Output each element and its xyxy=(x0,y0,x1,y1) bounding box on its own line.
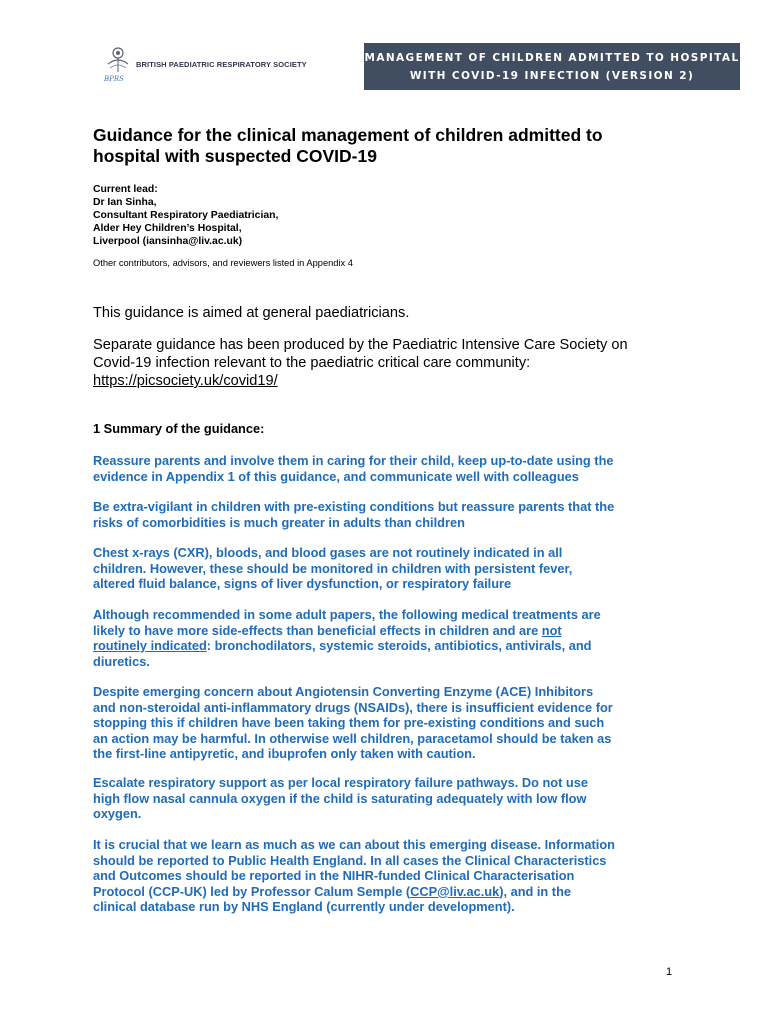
audience-statement: This guidance is aimed at general paediatricians. xyxy=(93,305,410,321)
point-line: should be reported to Public Health England. In all cases the Clinical Characteristics xyxy=(93,852,607,868)
point-line: children. However, these should be monitored in children with persistent fever, xyxy=(93,560,573,576)
current-lead-block xyxy=(93,183,278,248)
summary-point-2 xyxy=(93,499,683,530)
summary-point-5 xyxy=(93,684,683,762)
point-line: diuretics. xyxy=(93,653,150,669)
point-text: likely to have more side-effects than beneficial effects in children and are xyxy=(93,622,542,638)
point-line: stopping this if children have been taking them for pre-existing conditions and such xyxy=(93,715,605,731)
picsociety-link[interactable]: https://picsociety.uk/covid19/ xyxy=(93,373,278,389)
summary-point-7 xyxy=(93,837,683,915)
summary-point-4 xyxy=(93,607,683,669)
point-line xyxy=(93,638,683,654)
bprs-logo xyxy=(102,44,332,84)
logo-letters: BPRS xyxy=(104,75,124,83)
separate-line-1: Separate guidance has been produced by the Paediatric Intensive Care Society on xyxy=(93,337,628,353)
point-line: risks of comorbidities is much greater in adults than children xyxy=(93,514,465,530)
document-header-band xyxy=(364,43,740,90)
summary-heading: 1 Summary of the guidance: xyxy=(93,421,265,436)
point-line: It is crucial that we learn as much as we can about this emerging disease. Information xyxy=(93,837,615,852)
point-line: and Outcomes should be reported in the NIHR-funded Clinical Characterisation xyxy=(93,868,575,884)
document-title xyxy=(93,125,653,167)
point-line: high flow nasal cannula oxygen if the child is saturating adequately with low flow xyxy=(93,790,587,806)
header-band-line-2: WITH COVID-19 INFECTION (VERSION 2) xyxy=(409,70,695,82)
summary-point-1 xyxy=(93,453,683,484)
point-line: altered fluid balance, signs of liver dysfunction, or respiratory failure xyxy=(93,576,512,592)
contributors-note: Other contributors, advisors, and reviewers listed in Appendix 4 xyxy=(93,258,353,268)
point-line: evidence in Appendix 1 of this guidance, and communicate well with colleagues xyxy=(93,468,579,484)
lead-line: Dr Ian Sinha, xyxy=(93,197,157,208)
header-band-line-1: MANAGEMENT OF CHILDREN ADMITTED TO HOSPITAL xyxy=(364,52,740,64)
point-line: Escalate respiratory support as per local respiratory failure pathways. Do not use xyxy=(93,775,588,790)
page-number: 1 xyxy=(666,966,673,978)
lead-line: Alder Hey Children’s Hospital, xyxy=(93,223,242,234)
point-line: Be extra-vigilant in children with pre-existing conditions but reassure parents that the xyxy=(93,499,615,514)
lead-line: Consultant Respiratory Paediatrician, xyxy=(93,210,279,221)
point-line xyxy=(93,884,683,900)
summary-point-6 xyxy=(93,775,683,822)
point-line: and non-steroidal anti-inflammatory drugs (NSAIDs), there is insufficient evidence for xyxy=(93,699,613,715)
point-line: Although recommended in some adult papers, the following medical treatments are xyxy=(93,607,601,622)
point-text: Protocol (CCP-UK) led by Professor Calum Semple ( xyxy=(93,883,411,899)
not-underlined-text: not xyxy=(541,622,562,638)
point-line: oxygen. xyxy=(93,806,142,822)
summary-point-3 xyxy=(93,545,683,592)
ccp-email-link[interactable]: CCP@liv.ac.uk xyxy=(410,883,500,899)
title-line-2: hospital with suspected COVID-19 xyxy=(93,146,377,166)
title-line-1: Guidance for the clinical management of children admitted to xyxy=(93,125,603,145)
point-line: Despite emerging concern about Angiotensin Converting Enzyme (ACE) Inhibitors xyxy=(93,684,594,699)
separate-guidance-paragraph xyxy=(93,336,683,390)
point-text: : bronchodilators, systemic steroids, antibiotics, antivirals, and xyxy=(206,638,592,654)
bprs-logo-mark-icon xyxy=(102,44,134,84)
point-line: clinical database run by NHS England (currently under development). xyxy=(93,899,515,915)
point-text: ), and in the xyxy=(499,883,572,899)
point-line: Chest x-rays (CXR), bloods, and blood gases are not routinely indicated in all xyxy=(93,545,563,560)
logo-text: BRITISH PAEDIATRIC RESPIRATORY SOCIETY xyxy=(136,60,307,69)
point-line: Reassure parents and involve them in caring for their child, keep up-to-date using the xyxy=(93,453,614,468)
lead-line: Current lead: xyxy=(93,184,158,195)
routinely-indicated-underlined-text: routinely indicated xyxy=(93,638,207,654)
point-line: the first-line antipyretic, and ibuprofen only taken with caution. xyxy=(93,746,476,762)
separate-line-2: Covid-19 infection relevant to the paediatric critical care community: xyxy=(93,355,531,371)
point-line xyxy=(93,623,683,639)
lead-line: Liverpool (iansinha@liv.ac.uk) xyxy=(93,236,243,247)
point-line: an action may be harmful. In otherwise well children, paracetamol should be taken as xyxy=(93,730,612,746)
